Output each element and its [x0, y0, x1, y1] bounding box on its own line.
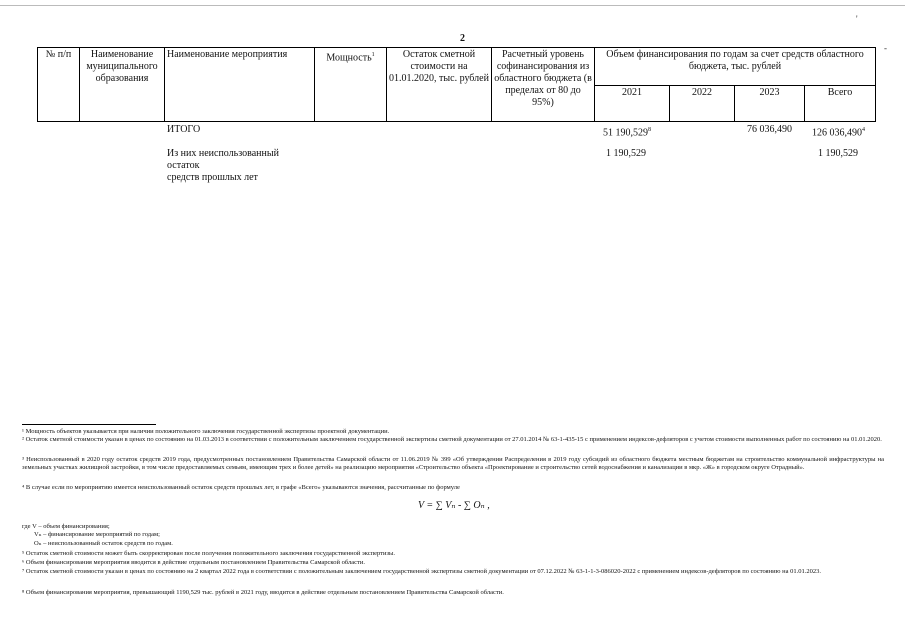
unused-total: 1 190,529 — [818, 148, 858, 159]
formula: V = ∑ Vₙ - ∑ Oₙ , — [418, 500, 490, 511]
itogo-2023: 76 036,490 — [747, 124, 792, 135]
header-municipality: Наименование муниципального образования — [80, 48, 165, 122]
header-total: Всего — [805, 86, 876, 122]
header-event: Наименование мероприятия — [165, 48, 315, 122]
footnote-7: ⁷ Остаток сметной стоимости указан в ценах по состоянию на 2 квартал 2022 года в соответствии с положительным заключением государственной экспертизы сметной документации от 07.12.2022 № 63-1-1-3-086020-2022 с применением индексов-дефляторов по состоянию на 01.01.2023. — [22, 568, 821, 575]
footnote-3: ³ Неиспользованный в 2020 году остаток средств 2019 года, предусмотренных постановлением Правительства Самарской области от 11.06.2019 № 399 «Об утверждении Распределения в 2019 году субсидий из областного бюджета местным бюджетам на строительство коммунальной инфраструктуры на земельных участках жилищной застройки, в том числе предоставляемых семьям, имеющим трех и более детей» на реализацию мероприятия «Строительство объекта «Проектирование и строительство сетей водоснабжения и канализации в мкр. «Ж» в городском округе Отрадный». — [22, 456, 884, 471]
footnote-where: где V – объем финансирования; — [22, 523, 110, 530]
footnote-5: ⁵ Остаток сметной стоимости может быть скорректирован после получения положительного заключения государственной экспертизы. — [22, 550, 396, 557]
header-cofinancing: Расчетный уровень софинансирования из областного бюджета (в пределах от 80 до 95%) — [492, 48, 595, 122]
scan-mark: ' — [856, 14, 858, 24]
header-capacity: Мощность$^1$ — [315, 48, 387, 122]
footnote-on: Oₙ – неиспользованный остаток средств по годам. — [34, 540, 173, 547]
footnote-rule — [22, 424, 156, 425]
header-remainder: Остаток сметной стоимости на 01.01.2020, тыс. рублей — [387, 48, 492, 122]
page-number: 2 — [460, 33, 465, 44]
header-year-2023: 2023 — [735, 86, 805, 122]
footnote-6: ⁶ Объем финансирования мероприятия вводится в действие отдельным постановлением Правительства Самарской области. — [22, 559, 365, 566]
header-year-2021: 2021 — [595, 86, 670, 122]
footnote-vn: Vₙ – финансирование мероприятий по годам; — [34, 531, 160, 538]
footnote-4: ⁴ В случае если по мероприятию имеется неиспользованный остаток средств прошлых лет, в графе «Всего» указываются значения, рассчитанные по формуле — [22, 484, 460, 491]
itogo-total: 126 036,490$^4$ — [812, 127, 865, 139]
financing-table — [37, 47, 876, 122]
footnote-8: ⁸ Объем финансирования мероприятия, превышающий 1190,529 тыс. рублей в 2021 году, вводится в действие отдельным постановлением Правительства Самарской области. — [22, 589, 504, 596]
itogo-2021: 51 190,529$^8$ — [603, 127, 651, 139]
unused-2021: 1 190,529 — [606, 148, 646, 159]
footnote-1: ¹ Мощность объектов указывается при наличии положительного заключения государственной экспертизы проектной документации. — [22, 428, 390, 435]
header-year-2022: 2022 — [670, 86, 735, 122]
header-funding: Объем финансирования по годам за счет средств областного бюджета, тыс. рублей — [595, 48, 876, 86]
itogo-label: ИТОГО — [167, 124, 201, 135]
top-rule — [0, 5, 905, 6]
scan-mark: - — [884, 43, 887, 53]
unused-label: Из них неиспользованный остаток средств прошлых лет — [167, 148, 279, 183]
header-num: № п/п — [38, 48, 80, 122]
footnote-2: ² Остаток сметной стоимости указан в ценах по состоянию на 01.03.2013 в соответствии с положительным заключением государственной экспертизы сметной документации от 27.01.2014 № 63-1-435-15 с применением индексов-дефляторов с учетом стоимости выполненных работ по состоянию на 01.01.2020. — [22, 436, 882, 443]
